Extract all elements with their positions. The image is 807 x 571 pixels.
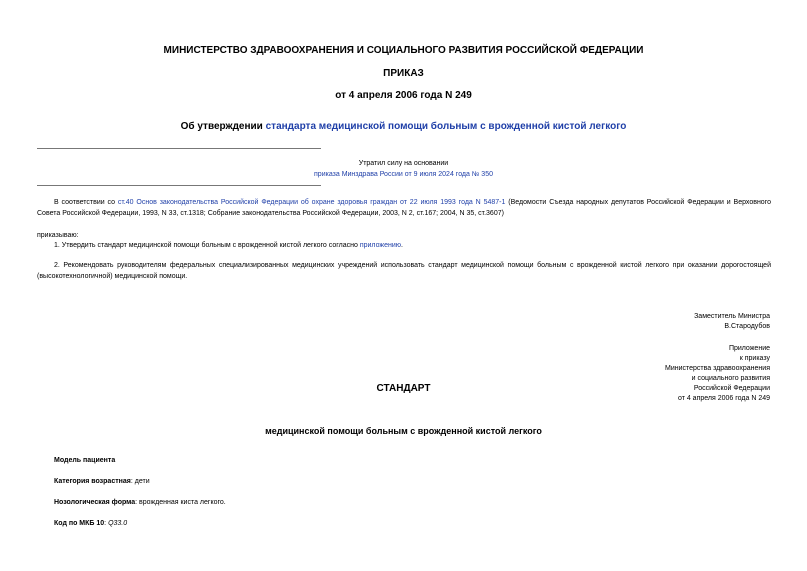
- appendix-line-4: и социального развития: [691, 375, 770, 382]
- lapsed-order-link[interactable]: приказа Минздрава России от 9 июля 2024 года № 350: [314, 171, 493, 178]
- appendix-link[interactable]: приложению: [359, 242, 402, 249]
- icd-code-separator: :: [104, 520, 109, 527]
- ministry-heading: МИНИСТЕРСТВО ЗДРАВООХРАНЕНИЯ И СОЦИАЛЬНОГО РАЗВИТИЯ РОССИЙСКОЙ ФЕДЕРАЦИИ: [163, 45, 644, 56]
- item1-prefix: 1. Утвердить стандарт медицинской помощи больным с врожденной кистой легкого согласно: [54, 242, 360, 249]
- age-category-value: : дети: [130, 478, 150, 485]
- patient-model-heading: Модель пациента: [54, 457, 116, 464]
- order-subject-prefix: Об утверждении: [180, 121, 266, 132]
- age-category-label: Категория возрастная: [54, 478, 131, 485]
- order-item-1: [37, 240, 771, 251]
- standard-subtitle: медицинской помощи больным с врожденной кистой легкого: [265, 426, 542, 436]
- icd-code-label: Код по МКБ 10: [54, 520, 105, 527]
- appendix-line-5: Российской Федерации: [693, 385, 770, 392]
- lapsed-caption: Утратил силу на основании: [358, 160, 449, 167]
- order-heading: ПРИКАЗ: [383, 68, 424, 79]
- appendix-block: [665, 344, 770, 404]
- signature-block: [694, 312, 770, 332]
- icd-code-field: [54, 519, 127, 529]
- divider-bottom: [37, 185, 321, 186]
- standard-link[interactable]: стандарта медицинской помощи больным с врожденной кистой легкого: [265, 121, 627, 132]
- nosological-form-label: Нозологическая форма: [54, 499, 136, 506]
- preamble-suffix: (Ведомости Съезда народных депутатов Российской Федерации и Верховного Совета Российской Федерации, 1993, N 33, ст.1318; Собрание законодательства Российской Федерации, 2003, N 2, ст.167; 2004, N 35, ст.3607): [37, 199, 771, 217]
- age-category-field: [54, 477, 150, 487]
- nosological-form-value: : врожденная киста легкого.: [135, 499, 226, 506]
- appendix-line-3: Министерства здравоохранения: [665, 365, 770, 372]
- appendix-line-2: к приказу: [739, 355, 770, 362]
- appendix-line-6: от 4 апреля 2006 года N 249: [677, 395, 770, 402]
- preamble-paragraph: [37, 197, 771, 219]
- signatory-position: Заместитель Министра: [694, 313, 770, 320]
- nosological-form-field: [54, 498, 226, 508]
- preamble-prefix: В соответствии со: [54, 199, 118, 206]
- appendix-line-1: Приложение: [728, 345, 770, 352]
- order-item-2: 2. Рекомендовать руководителям федеральных специализированных медицинских учреждений использовать стандарт медицинской помощи больным с врожденной кистой легкого при оказании дорогостоящей (высокотехнологичной) медицинской помощи.: [37, 262, 771, 280]
- order-subject: [0, 121, 807, 132]
- signatory-name: В.Стародубов: [724, 323, 770, 330]
- order-verb: приказываю:: [37, 232, 79, 239]
- order-date: от 4 апреля 2006 года N 249: [335, 90, 472, 101]
- divider-top: [37, 148, 321, 149]
- law-article-link[interactable]: ст.40 Основ законодательства Российской Федерации об охране здоровья граждан от 22 июля 1993 года N 5487-1: [117, 199, 506, 206]
- item1-suffix: .: [401, 242, 403, 249]
- icd-code-value: Q33.0: [108, 520, 128, 527]
- standard-title: СТАНДАРТ: [376, 383, 431, 394]
